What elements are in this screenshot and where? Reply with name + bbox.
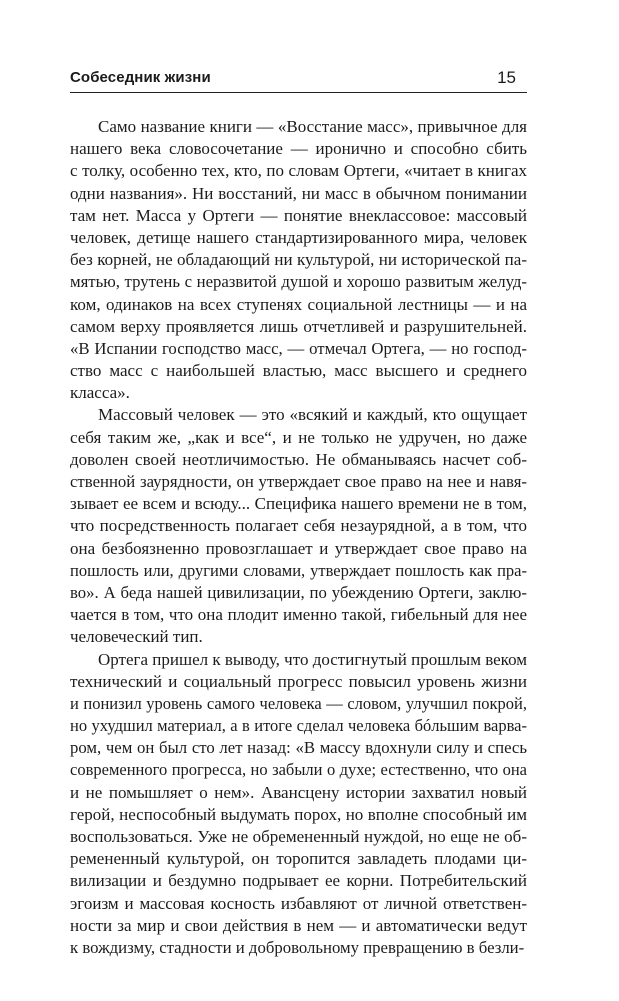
text-line: человеческий тип. xyxy=(70,627,203,647)
text-line: во». А беда нашей цивилизации, по убеждению Ортеги, заклю- xyxy=(70,582,527,602)
paragraph xyxy=(70,116,527,404)
text-line: герой, неспособный выдумать порох, но вполне способный им xyxy=(70,804,527,824)
text-line: и не помышляет о нем». Авансцену истории захватил новый xyxy=(70,782,527,802)
text-line: вилизации и бездумно подрывает ее корни. Потребительский xyxy=(70,871,527,891)
text-line: ство масс с наибольшей властью, масс высшего и среднего xyxy=(70,361,527,381)
body-text xyxy=(70,116,527,959)
text-line: доволен своей неотличимостью. Не обманываясь насчет соб- xyxy=(70,449,527,469)
text-line: ности за мир и свои действия в нем — и автоматически ведут xyxy=(70,915,527,935)
text-line: но ухудшил материал, а в итоге сделал человека бóльшим варва- xyxy=(70,716,527,736)
text-line: что посредственность полагает себя незаурядной, а в том, что xyxy=(70,516,527,536)
text-line: класса». xyxy=(70,383,130,403)
paragraph xyxy=(70,649,527,960)
text-line: Массовый человек — это «всякий и каждый, кто ощущает xyxy=(98,405,527,425)
text-line: и понизил уровень самого человека — словом, улучшил покрой, xyxy=(70,693,527,713)
text-line: ственной заурядности, он утверждает свое право на нее и навя- xyxy=(70,472,527,491)
text-line: пошлость или, другими словами, утверждает пошлость как пра- xyxy=(70,560,527,580)
text-line: она безбоязненно провозглашает и утверждает свое право на xyxy=(70,538,527,558)
text-line: человек, детище нашего стандартизированного мира, человек xyxy=(70,227,527,247)
text-line: одни названия». Ни восстаний, ни масс в обычном понимании xyxy=(70,183,527,203)
text-line: технический и социальный прогресс повысил уровень жизни xyxy=(70,671,527,691)
text-line: мятью, трутень с неразвитой душой и хорошо развитым желуд- xyxy=(70,272,527,292)
text-line: Само название книги — «Восстание масс», привычное для xyxy=(98,117,527,136)
running-header xyxy=(70,68,527,93)
text-line: там нет. Масса у Ортеги — понятие внеклассовое: массовый xyxy=(70,205,527,225)
text-line: себя таким же, „как и все“, и не только не удручен, но даже xyxy=(70,427,527,447)
text-line: к вождизму, стадности и добровольному превращению в безли- xyxy=(70,937,525,957)
running-title: Собеседник жизни xyxy=(70,69,211,86)
text-line: зывает ее всем и всюду... Специфика нашего времени не в том, xyxy=(70,494,527,514)
text-line: современного прогресса, но забыли о духе; естественно, что она xyxy=(70,760,527,780)
text-line: чается в том, что она плодит именно такой, гибельный для нее xyxy=(70,605,527,625)
text-line: с толку, особенно тех, кто, по словам Ортеги, «читает в книгах xyxy=(70,161,527,181)
text-line: воспользоваться. Уже не обремененный нуждой, но еще не об- xyxy=(70,827,527,846)
text-line: ком, одинаков на всех ступенях социальной лестницы — и на xyxy=(70,294,527,314)
paragraph xyxy=(70,404,527,648)
text-line: нашего века словосочетание — иронично и способно сбить xyxy=(70,139,527,159)
text-line: «В Испании господство масс, — отмечал Ортега, — но господ- xyxy=(70,338,527,358)
page-number: 15 xyxy=(497,68,516,87)
text-line: Ортега пришел к выводу, что достигнутый прошлым веком xyxy=(98,649,528,669)
text-line: ром, чем он был сто лет назад: «В массу вдохнули силу и спесь xyxy=(70,738,527,758)
text-line: ремененный культурой, он торопится завладеть плодами ци- xyxy=(70,849,527,869)
text-line: самом верху проявляется лишь отчетливей и разрушительней. xyxy=(70,316,527,336)
text-line: эгоизм и массовая косность избавляют от личной ответствен- xyxy=(70,893,527,913)
text-line: без корней, не обладающий ни культурой, ни исторической па- xyxy=(70,250,527,270)
